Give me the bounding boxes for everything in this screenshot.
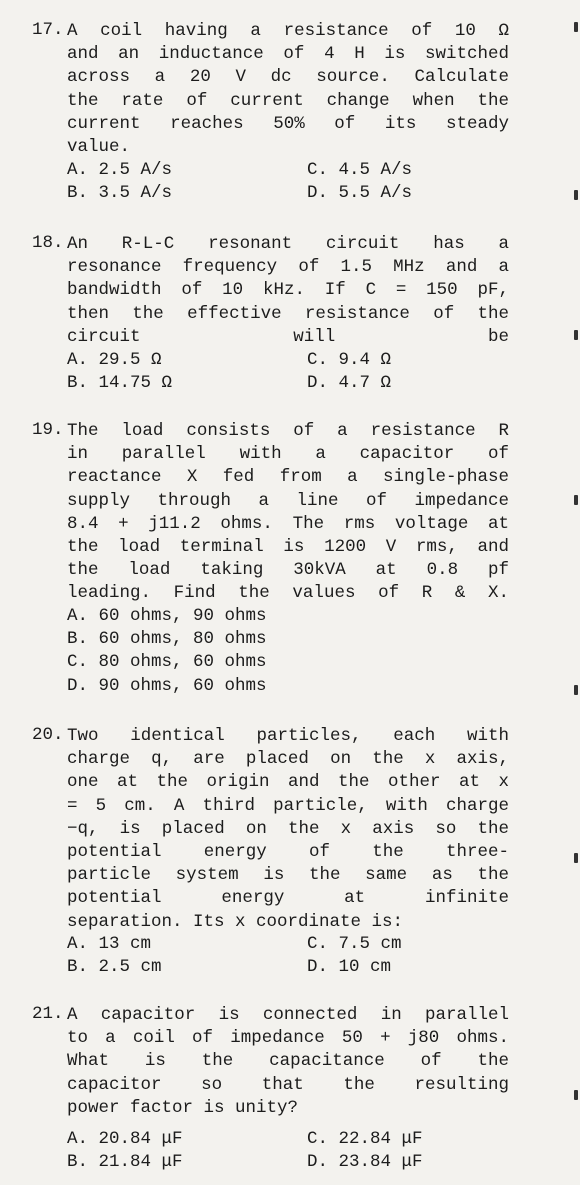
edge-mark	[574, 1090, 578, 1100]
edge-mark	[574, 330, 578, 340]
question-stem	[67, 20, 509, 159]
option-a[interactable]: A. 2.5 A/s	[67, 160, 173, 180]
option-a[interactable]: A. 60 ohms, 90 ohms	[67, 606, 267, 626]
stem-line: bandwidth of 10 kHz. If C = 150 pF,	[67, 280, 509, 301]
stem-line: A coil having a resistance of 10 Ω	[67, 21, 509, 41]
question-number: 17.	[32, 20, 64, 40]
option-b[interactable]: B. 14.75 Ω	[67, 373, 173, 394]
question-number: 19.	[32, 420, 64, 440]
stem-line: charge q, are placed on the x axis,	[67, 749, 509, 770]
stem-line: Two identical particles, each with	[67, 726, 509, 746]
option-b[interactable]: B. 60 ohms, 80 ohms	[67, 629, 267, 650]
question-stem	[67, 1004, 509, 1120]
stem-line: capacitor so that the resulting	[67, 1074, 509, 1095]
stem-line: power factor is unity?	[67, 1097, 299, 1118]
stem-line: separation. Its x coordinate is:	[67, 911, 404, 932]
stem-line: supply through a line of impedance	[67, 490, 509, 511]
stem-line: leading. Find the values of R & X.	[67, 583, 509, 604]
stem-line: the rate of current change when the	[67, 90, 509, 111]
question-stem	[67, 725, 509, 934]
answer-options	[67, 1128, 507, 1174]
stem-line: −q, is placed on the x axis so the	[67, 818, 509, 839]
edge-mark	[574, 190, 578, 200]
option-c[interactable]: C. 9.4 Ω	[307, 350, 392, 370]
stem-line: The load consists of a resistance R	[67, 421, 509, 441]
question-number: 20.	[32, 725, 64, 745]
stem-line: potential energy of the three-	[67, 841, 509, 862]
stem-line: 8.4 + j11.2 ohms. The rms voltage at	[67, 513, 509, 534]
option-a[interactable]: A. 20.84 μF	[67, 1129, 183, 1149]
option-c[interactable]: C. 4.5 A/s	[307, 160, 413, 180]
answer-options	[67, 605, 507, 698]
question-stem	[67, 233, 509, 349]
question-stem	[67, 420, 509, 606]
stem-line: current reaches 50% of its steady	[67, 113, 509, 134]
stem-line: resonance frequency of 1.5 MHz and a	[67, 257, 509, 278]
option-c[interactable]: C. 22.84 μF	[307, 1129, 423, 1149]
option-d[interactable]: D. 5.5 A/s	[307, 183, 413, 204]
edge-mark	[574, 22, 578, 32]
stem-line: circuit will be	[67, 326, 509, 347]
stem-line: the load terminal is 1200 V rms, and	[67, 536, 509, 557]
stem-line: in parallel with a capacitor of	[67, 444, 509, 465]
stem-line: the load taking 30kVA at 0.8 pf	[67, 560, 509, 581]
stem-line: one at the origin and the other at x	[67, 772, 509, 793]
stem-line: reactance X fed from a single-phase	[67, 467, 509, 488]
option-d[interactable]: D. 90 ohms, 60 ohms	[67, 675, 267, 696]
stem-line: across a 20 V dc source. Calculate	[67, 67, 509, 88]
option-d[interactable]: D. 23.84 μF	[307, 1152, 423, 1173]
edge-mark	[574, 685, 578, 695]
option-d[interactable]: D. 10 cm	[307, 957, 392, 978]
stem-line: particle system is the same as the	[67, 865, 509, 886]
answer-options	[67, 933, 507, 979]
stem-line: A capacitor is connected in parallel	[67, 1005, 509, 1025]
answer-options	[67, 349, 507, 395]
option-b[interactable]: B. 3.5 A/s	[67, 183, 173, 204]
option-d[interactable]: D. 4.7 Ω	[307, 373, 392, 394]
stem-line: then the effective resistance of the	[67, 303, 509, 324]
edge-mark	[574, 495, 578, 505]
option-b[interactable]: B. 21.84 μF	[67, 1152, 183, 1173]
option-c[interactable]: C. 7.5 cm	[307, 934, 402, 954]
stem-line: potential energy at infinite	[67, 888, 509, 909]
option-a[interactable]: A. 29.5 Ω	[67, 350, 162, 370]
stem-line: and an inductance of 4 H is switched	[67, 44, 509, 65]
option-c[interactable]: C. 80 ohms, 60 ohms	[67, 652, 267, 673]
stem-line: to a coil of impedance 50 + j80 ohms.	[67, 1028, 509, 1049]
edge-mark	[574, 853, 578, 863]
stem-line: value.	[67, 136, 131, 157]
option-a[interactable]: A. 13 cm	[67, 934, 152, 954]
option-b[interactable]: B. 2.5 cm	[67, 957, 162, 978]
stem-line: = 5 cm. A third particle, with charge	[67, 795, 509, 816]
question-number: 21.	[32, 1004, 64, 1024]
stem-line: An R-L-C resonant circuit has a	[67, 234, 509, 254]
stem-line: What is the capacitance of the	[67, 1051, 509, 1072]
answer-options	[67, 159, 507, 205]
question-number: 18.	[32, 233, 64, 253]
